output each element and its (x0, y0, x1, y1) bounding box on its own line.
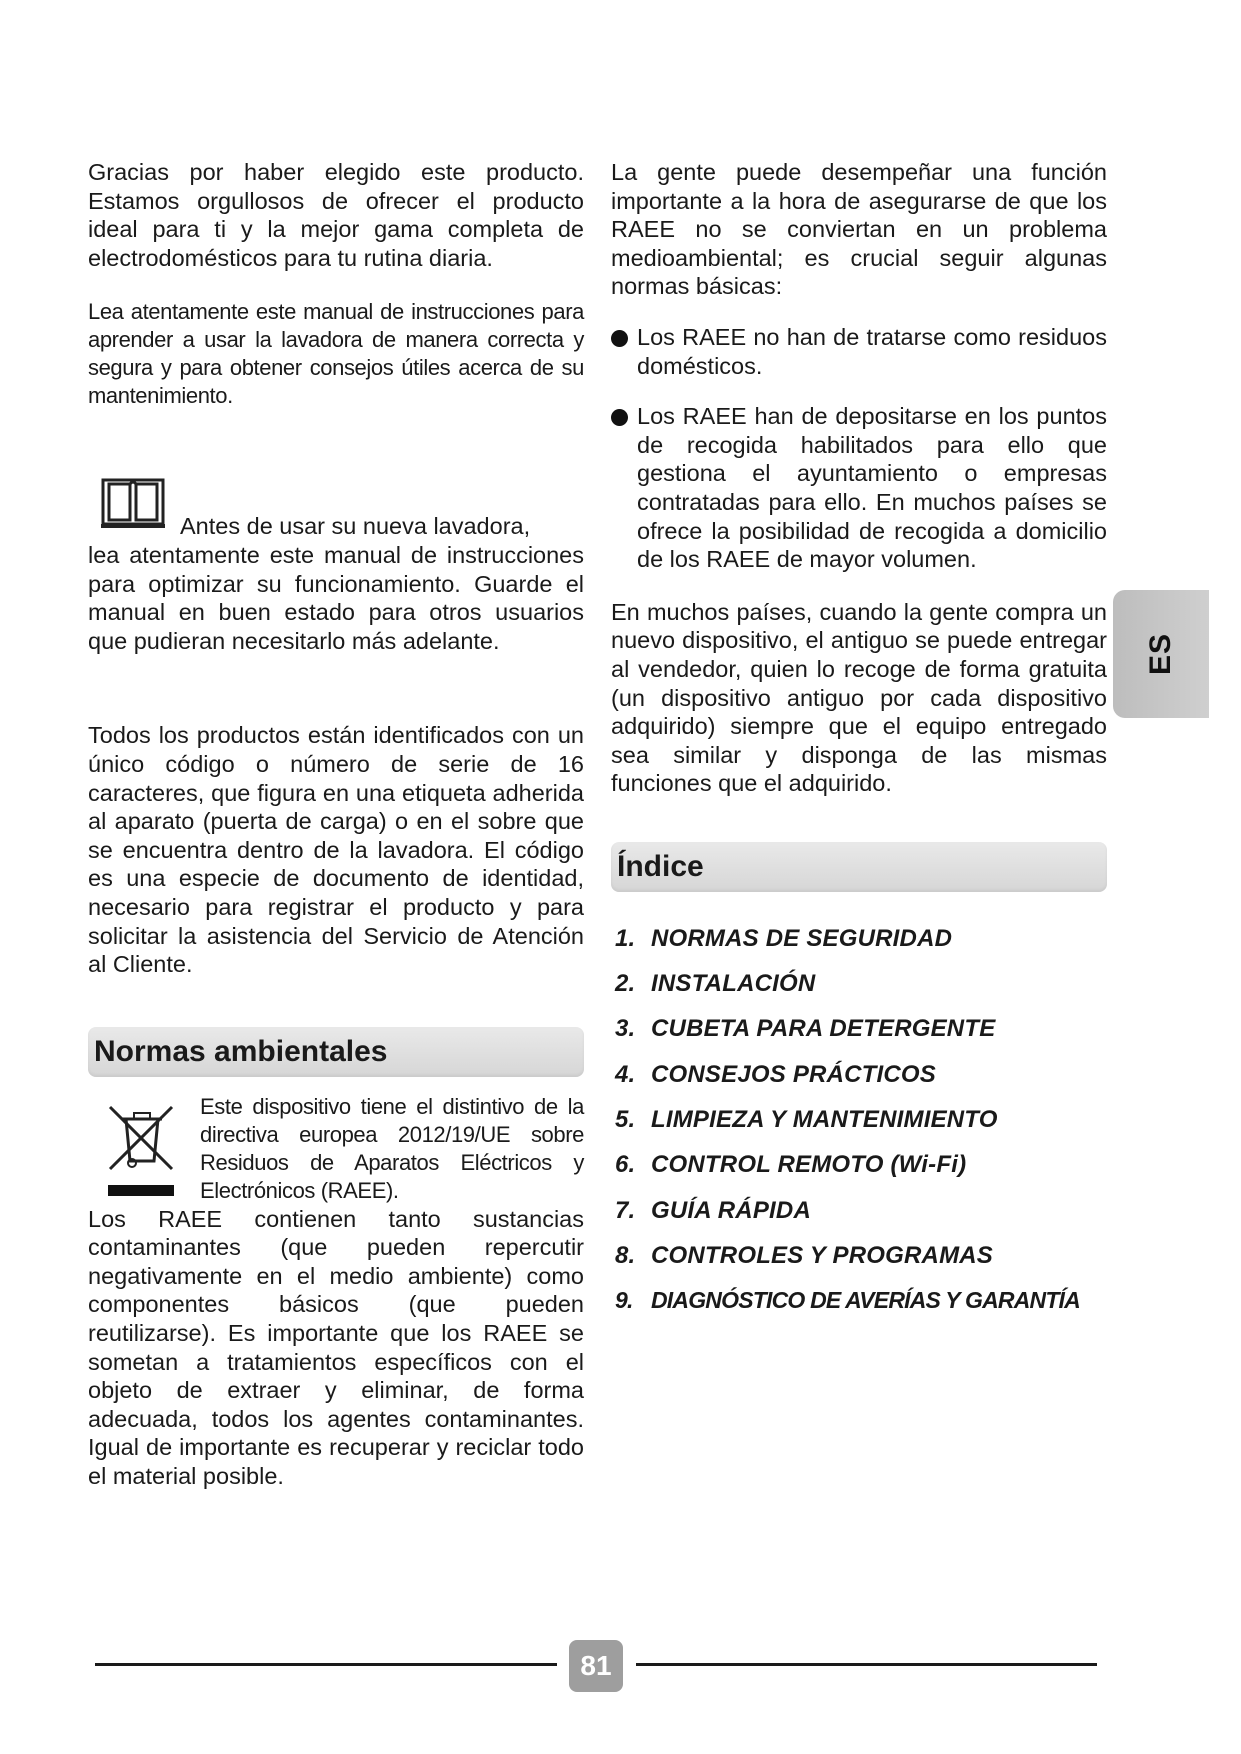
toc-item[interactable] (611, 916, 1107, 961)
list-item-text: Los RAEE no han de tratarse como residuos domésticos. (637, 323, 1107, 379)
manual-notice-text: lea atentamente este manual de instrucciones para optimizar su funcionamiento. Guarde el manual en buen estado para otros usuarios que pudieran necesitarlo más adelante. (88, 541, 584, 654)
toc-item[interactable] (611, 1006, 1107, 1051)
toc-number: 8. (615, 1241, 636, 1269)
toc-title: INSTALACIÓN (651, 970, 816, 998)
manual-notice (88, 484, 584, 655)
toc-title: LIMPIEZA Y MANTENIMIENTO (651, 1106, 998, 1134)
section-heading-environment: Normas ambientales (88, 1027, 584, 1077)
table-of-contents (611, 916, 1107, 1324)
weee-body-text: Los RAEE contienen tanto sustancias contaminantes (que pueden repercutir negativamente en el medio ambiente) como componentes básicos (que pueden reutilizarse). Es importante que los RAEE se sometan a tratamientos específicos con el objeto de extraer y eliminar, de forma adecuada, todos los agentes contaminantes. Igual de importante es recuperar y reciclar todo el material posible. (88, 1205, 584, 1490)
toc-number: 7. (615, 1196, 636, 1224)
toc-item[interactable] (611, 961, 1107, 1006)
language-tab (1113, 590, 1209, 718)
manual-notice-first-line: Antes de usar su nueva lavadora, (180, 513, 531, 540)
toc-number: 3. (615, 1015, 636, 1043)
toc-title: NORMAS DE SEGURIDAD (651, 924, 953, 952)
toc-title: CONTROLES Y PROGRAMAS (651, 1241, 994, 1269)
toc-item[interactable] (611, 1097, 1107, 1142)
open-book-icon (100, 476, 166, 530)
toc-number: 1. (615, 924, 636, 952)
toc-item[interactable] (611, 1233, 1107, 1278)
section-heading-index: Índice (611, 842, 1107, 892)
toc-title: CONSEJOS PRÁCTICOS (651, 1060, 936, 1088)
toc-title: DIAGNÓSTICO DE AVERÍAS Y GARANTÍA (651, 1287, 1080, 1314)
language-tab-label: ES (1144, 632, 1177, 676)
intro-paragraph: Gracias por haber elegido este producto. Estamos orgullosos de ofrecer el producto ideal para ti y la mejor gama completa de electrodomésticos para tu rutina diaria. (88, 159, 584, 271)
toc-number: 4. (615, 1060, 636, 1088)
list-item-text: Los RAEE han de depositarse en los puntos de recogida habilitados para ello que gestiona el ayuntamiento o empresas contratadas para ello. En muchos países se ofrece la posibilidad de recogida a domicilio de los RAEE de mayor volumen. (637, 403, 1107, 573)
footer-rule-left (95, 1663, 557, 1666)
weee-notice (88, 1093, 584, 1491)
serial-paragraph: Todos los productos están identificados con un único código o número de serie de 16 caracteres, que figura en una etiqueta adherida al aparato (puerta de carga) o en el sobre que se encuentra dentro de la lavadora. El código es una especie de documento de identidad, necesario para registrar el producto y para solicitar la asistencia del Servicio de Atención al Cliente. (88, 722, 584, 978)
toc-number: 9. (615, 1287, 633, 1314)
toc-item[interactable] (611, 1188, 1107, 1233)
toc-item[interactable] (611, 1052, 1107, 1097)
footer-rule-right (636, 1663, 1097, 1666)
bullet-dot-icon (611, 409, 628, 426)
list-item (611, 323, 1107, 380)
toc-item[interactable] (611, 1142, 1107, 1187)
page-number: 81 (569, 1640, 623, 1692)
countries-paragraph: En muchos países, cuando la gente compra un nuevo dispositivo, el antiguo se puede entregar al vendedor, quien lo recoge de forma gratuita (un dispositivo antiguo por cada dispositivo adquirido) siempre que el equipo entregado sea similar y disponga de las mismas funciones que el adquirido. (611, 598, 1107, 797)
toc-number: 5. (615, 1106, 636, 1134)
left-column (88, 158, 584, 1491)
toc-item[interactable] (611, 1278, 1107, 1323)
people-paragraph: La gente puede desempeñar una función importante a la hora de asegurarse de que los RAEE no se conviertan en un problema medioambiental; es crucial seguir algunas normas básicas: (611, 159, 1107, 300)
toc-title: GUÍA RÁPIDA (651, 1196, 811, 1224)
toc-title: CONTROL REMOTO (Wi-Fi) (651, 1151, 967, 1179)
read-manual-paragraph: Lea atentamente este manual de instrucciones para aprender a usar la lavadora de manera correcta y segura y para obtener consejos útiles acerca de su mantenimiento. (88, 299, 584, 409)
weee-badge-text: Este dispositivo tiene el distintivo de la directiva europea 2012/19/UE sobre Residuos de Aparatos Eléctricos y Electrónicos (RAEE). (200, 1093, 584, 1203)
toc-number: 6. (615, 1151, 636, 1179)
right-column (611, 158, 1107, 1324)
list-item (611, 402, 1107, 574)
weee-rules-list (611, 323, 1107, 574)
toc-number: 2. (615, 970, 636, 998)
crossed-out-bin-icon (106, 1101, 178, 1201)
toc-title: CUBETA PARA DETERGENTE (651, 1015, 996, 1043)
bullet-dot-icon (611, 330, 628, 347)
